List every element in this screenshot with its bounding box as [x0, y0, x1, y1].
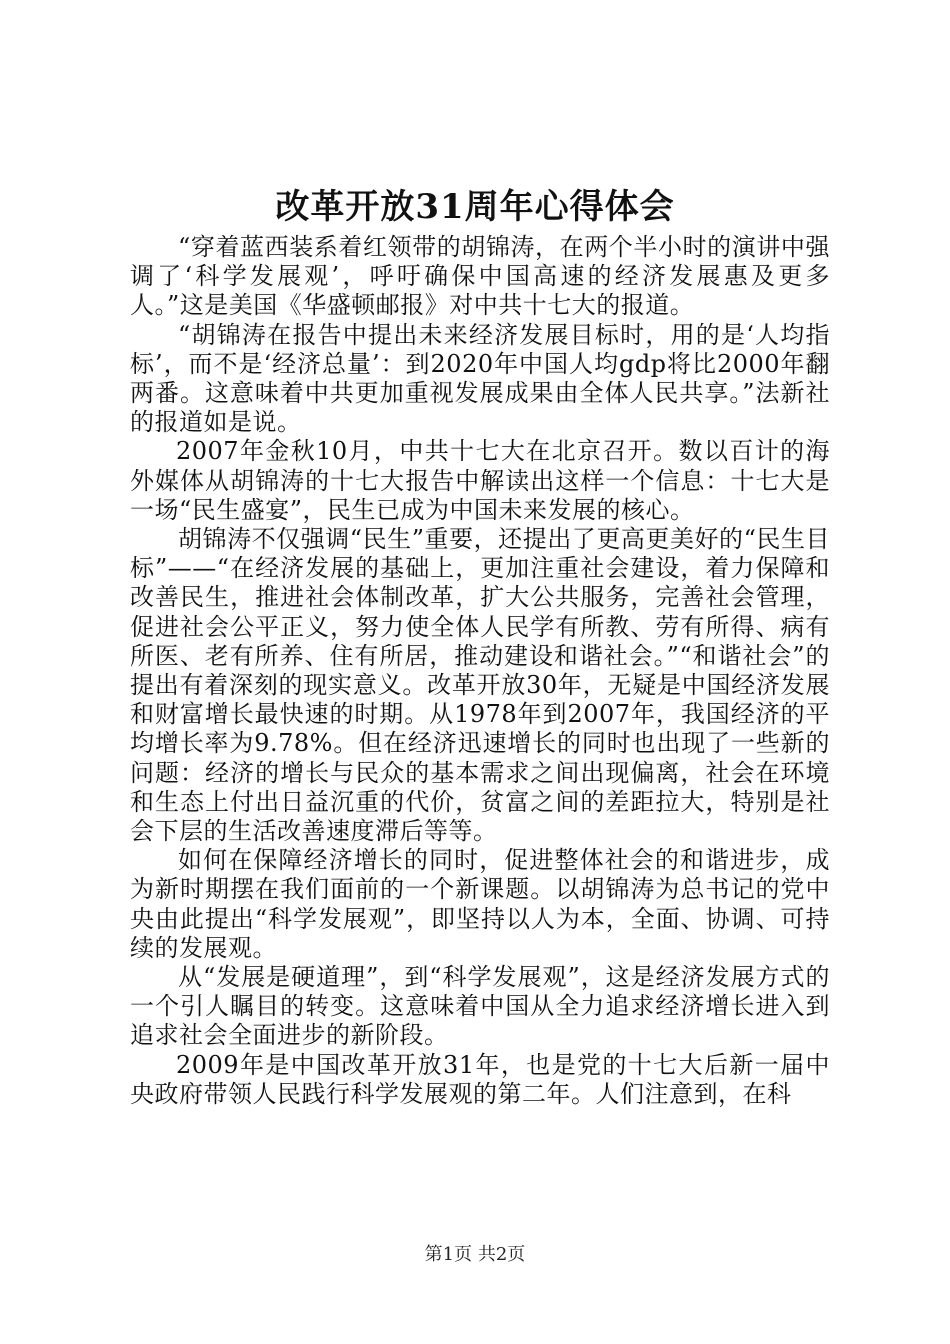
document-title: 改革开放31周年心得体会 [275, 187, 675, 227]
paragraph-2009: 2009年是中国改革开放31年，也是党的十七大后新一届中央政府带领人民践行科学发展观的第二年。人们注意到，在科 [130, 1050, 830, 1108]
paragraph-afp: “胡锦涛在报告中提出未来经济发展目标时，用的是‘人均指标’，而不是‘经济总量’：到2020年中国人均gdp将比2000年翻两番。这意味着中共更加重视发展成果由全体人民共享。”法新社的报道如是说。 [130, 320, 830, 437]
paragraph-development-shift: 从“发展是硬道理”，到“科学发展观”，这是经济发展方式的一个引人瞩目的转变。这意味着中国从全力追求经济增长进入到追求社会全面进步的新阶段。 [130, 963, 830, 1050]
page-number-footer: 第1页 共2页 [424, 1244, 526, 1265]
paragraph-livelihood-goals: 胡锦涛不仅强调“民生”重要，还提出了更高更美好的“民生目标”——“在经济发展的基础上，更加注重社会建设，着力保障和改善民生，推进社会体制改革，扩大公共服务，完善社会管理，促进社会公平正义，努力使全体人民学有所教、劳有所得、病有所医、老有所养、住有所居，推动建设和谐社会。”“和谐社会”的提出有着深刻的现实意义。改革开放30年，无疑是中国经济发展和财富增长最快速的时期。从1978年到2007年，我国经济的平均增长率为9.78%。但在经济迅速增长的同时也出现了一些新的问题：经济的增长与民众的基本需求之间出现偏离，社会在环境和生态上付出日益沉重的代价，贫富之间的差距拉大，特别是社会下层的生活改善速度滞后等等。 [130, 525, 830, 846]
paragraph-washington-post: “穿着蓝西装系着红领带的胡锦涛，在两个半小时的演讲中强调了‘科学发展观’，呼吁确保中国高速的经济发展惠及更多人。”这是美国《华盛顿邮报》对中共十七大的报道。 [130, 233, 830, 320]
paragraph-new-topic: 如何在保障经济增长的同时，促进整体社会的和谐进步，成为新时期摆在我们面前的一个新课题。以胡锦涛为总书记的党中央由此提出“科学发展观”，即坚持以人为本，全面、协调、可持续的发展观。 [130, 846, 830, 962]
paragraph-seventeenth-congress: 2007年金秋10月，中共十七大在北京召开。数以百计的海外媒体从胡锦涛的十七大报告中解读出这样一个信息：十七大是一场“民生盛宴”，民生已成为中国未来发展的核心。 [130, 437, 830, 524]
document-body [130, 233, 830, 1109]
